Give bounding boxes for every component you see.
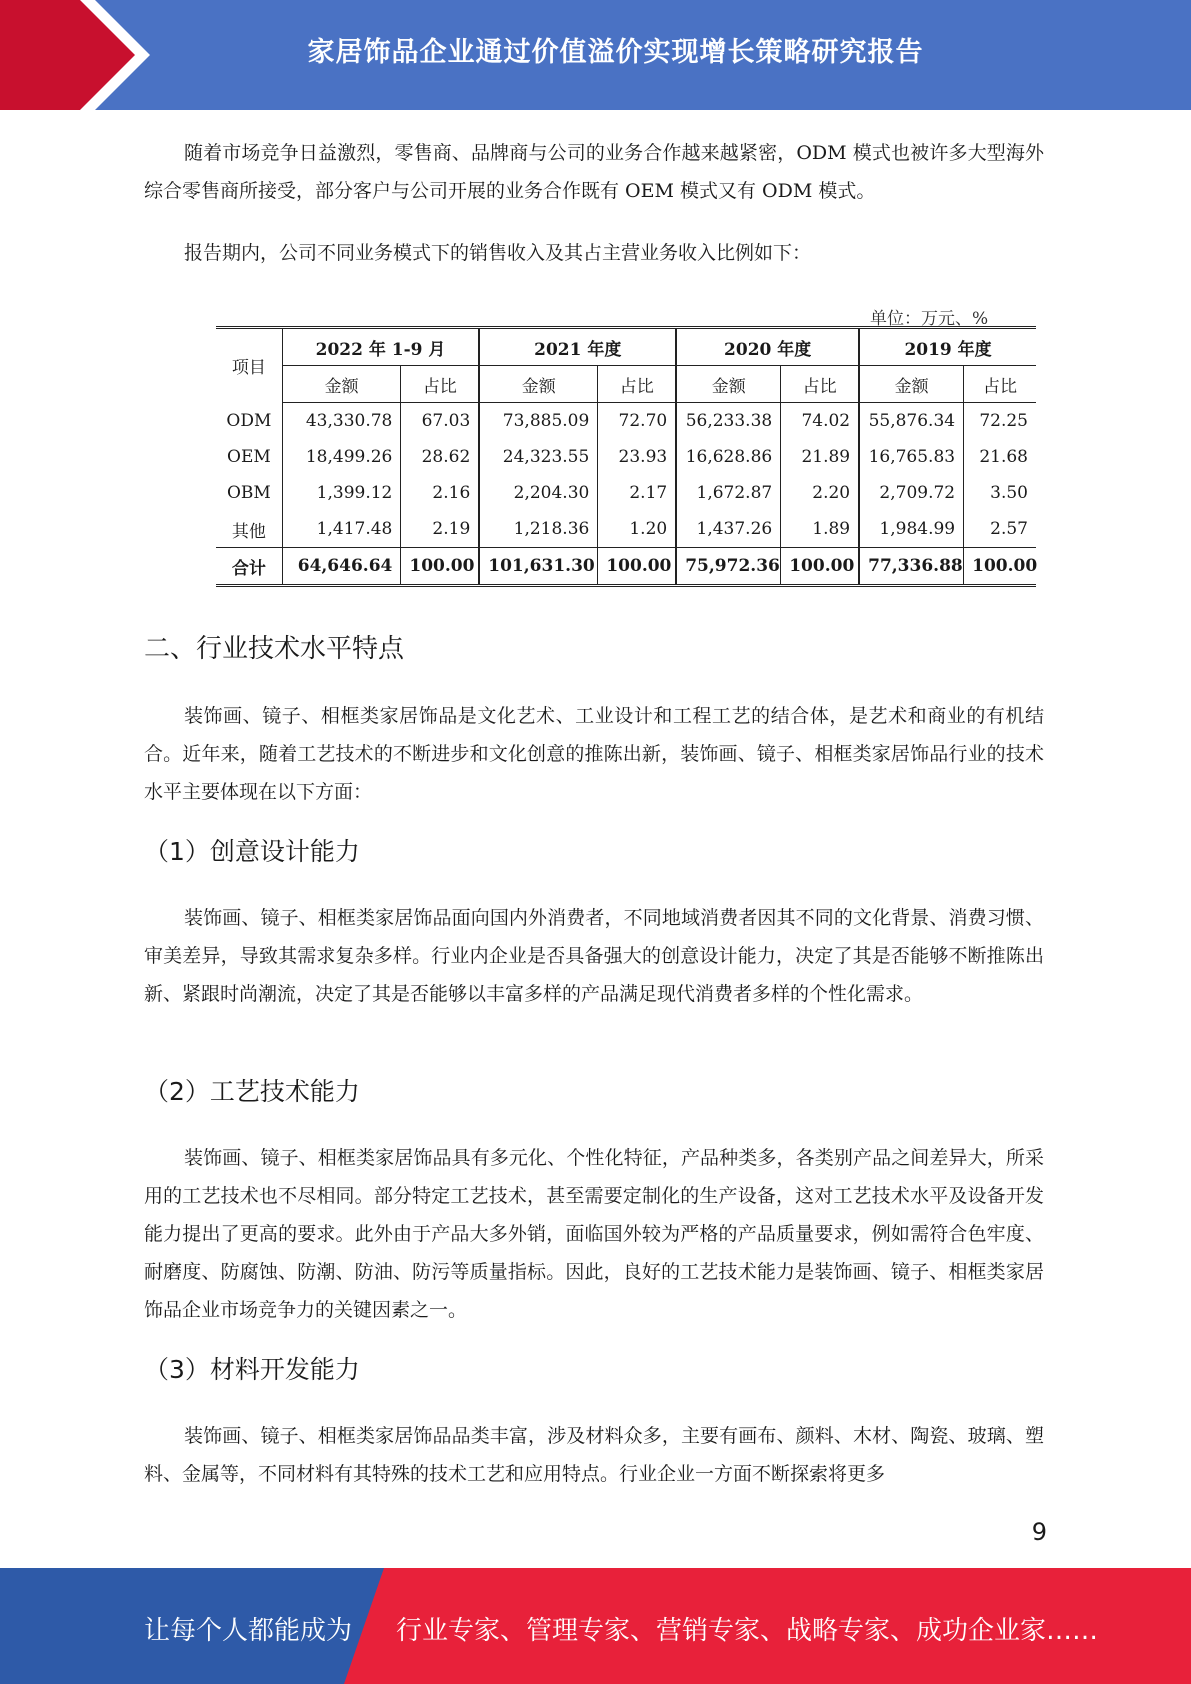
table-sub-header: 金额: [676, 366, 781, 403]
table-cell: 23.93: [598, 439, 676, 475]
footer-slogan-right: 行业专家、管理专家、营销专家、战略专家、成功企业家……: [396, 1616, 1099, 1646]
table-cell: 28.62: [401, 439, 479, 475]
table-cell: 1,437.26: [676, 511, 781, 548]
subsection-heading: （3）材料开发能力: [144, 1355, 360, 1384]
table-cell: 101,631.30: [479, 548, 598, 586]
table-row-label: OBM: [216, 475, 282, 511]
table-year-header: 2022 年 1-9 月: [282, 329, 479, 366]
table-cell: 72.25: [979, 411, 1028, 431]
subsection-paragraph: 装饰画、镜子、相框类家居饰品品类丰富，涉及材料众多，主要有画布、颜料、木材、陶瓷、玻璃、塑料、金属等，不同材料有其特殊的技术工艺和应用特点。行业企业一方面不断探索将更多: [144, 1425, 1044, 1485]
table-cell: 72.70: [598, 403, 676, 440]
table-cell: 16,628.86: [676, 439, 781, 475]
table-cell: 1,672.87: [676, 475, 781, 511]
table-cell: 1,417.48: [282, 511, 401, 548]
table-cell: 55,876.34: [859, 403, 964, 440]
table-cell: 73,885.09: [479, 403, 598, 440]
table-cell: 77,336.88: [859, 548, 964, 586]
table-cell: 2.20: [781, 475, 859, 511]
table-sub-header: 占比: [401, 366, 479, 403]
table-row-label: 合计: [216, 548, 282, 586]
table-cell: 43,330.78: [282, 403, 401, 440]
table-cell: 2,709.72: [859, 475, 964, 511]
table-cell: 1,218.36: [479, 511, 598, 548]
table-cell: 3.50: [990, 483, 1028, 503]
table-cell: 100.00: [781, 548, 859, 586]
revenue-table: [216, 326, 1036, 587]
table-cell: 100.00: [401, 548, 479, 586]
table-cell: 67.03: [401, 403, 479, 440]
table-cell: 75,972.36: [676, 548, 781, 586]
subsection-paragraph: 装饰画、镜子、相框类家居饰品具有多元化、个性化特征，产品种类多，各类别产品之间差异大，所采用的工艺技术也不尽相同。部分特定工艺技术，甚至需要定制化的生产设备，这对工艺技术水平及设备开发能力提出了更高的要求。此外由于产品大多外销，面临国外较为严格的产品质量要求，例如需符合色牢度、耐磨度、防腐蚀、防潮、防油、防污等质量指标。因此，良好的工艺技术能力是装饰画、镜子、相框类家居饰品企业市场竞争力的关键因素之一。: [144, 1147, 1044, 1321]
table-row: [216, 511, 1036, 548]
table-row-label: OEM: [216, 439, 282, 475]
table-sub-header: 金额: [479, 366, 598, 403]
table-cell: 2.57: [990, 519, 1028, 539]
table-sub-header: 占比: [964, 366, 1036, 403]
table-cell: 16,765.83: [859, 439, 964, 475]
intro-paragraph-1: 随着市场竞争日益激烈，零售商、品牌商与公司的业务合作越来越紧密，ODM 模式也被许多大型海外综合零售商所接受，部分客户与公司开展的业务合作既有 OEM 模式又有 ODM 模式。: [144, 142, 1044, 202]
table-year-header: 2019 年度: [859, 329, 1036, 366]
table-row: [216, 403, 1036, 440]
table-cell: 1.89: [781, 511, 859, 548]
page-number: 9: [1031, 1518, 1047, 1546]
page-footer: [0, 1568, 1191, 1684]
table-sub-header: 占比: [781, 366, 859, 403]
table-year-header: 2020 年度: [676, 329, 859, 366]
subsection-heading: （2）工艺技术能力: [144, 1077, 360, 1106]
table-cell: 2,204.30: [479, 475, 598, 511]
table-cell: 1,984.99: [859, 511, 964, 548]
table-cell: 2.16: [401, 475, 479, 511]
table-year-header: 2021 年度: [479, 329, 676, 366]
table-cell: 21.68: [979, 447, 1028, 467]
table-cell: 21.89: [781, 439, 859, 475]
table-cell: 100.00: [964, 548, 1036, 586]
page-header: [0, 0, 1191, 110]
subsection-heading: （1）创意设计能力: [144, 837, 360, 866]
footer-slogan-left: 让每个人都能成为: [144, 1616, 353, 1646]
section-heading: 二、行业技术水平特点: [144, 634, 405, 664]
table-cell: 2.17: [598, 475, 676, 511]
intro-paragraph-2: 报告期内，公司不同业务模式下的销售收入及其占主营业务收入比例如下：: [184, 242, 812, 264]
table-item-header: 项目: [216, 329, 282, 403]
table-cell: 24,323.55: [479, 439, 598, 475]
table-sub-header: 金额: [859, 366, 964, 403]
section-paragraph: 装饰画、镜子、相框类家居饰品是文化艺术、工业设计和工程工艺的结合体，是艺术和商业的有机结合。近年来，随着工艺技术的不断进步和文化创意的推陈出新，装饰画、镜子、相框类家居饰品行业的技术水平主要体现在以下方面：: [144, 705, 1044, 803]
table-cell: 18,499.26: [282, 439, 401, 475]
table-row: [216, 548, 1036, 586]
table-row-label: 其他: [216, 511, 282, 548]
table-row: [216, 475, 1036, 511]
report-title: 家居饰品企业通过价值溢价实现增长策略研究报告: [307, 37, 924, 68]
table-cell: 64,646.64: [282, 548, 401, 586]
table-cell: 1,399.12: [282, 475, 401, 511]
subsection-paragraph: 装饰画、镜子、相框类家居饰品面向国内外消费者，不同地域消费者因其不同的文化背景、消费习惯、审美差异，导致其需求复杂多样。行业内企业是否具备强大的创意设计能力，决定了其是否能够不断推陈出新、紧跟时尚潮流，决定了其是否能够以丰富多样的产品满足现代消费者多样的个性化需求。: [144, 907, 1044, 1005]
table-cell: 2.19: [401, 511, 479, 548]
table-sub-header: 金额: [282, 366, 401, 403]
table-sub-header: 占比: [598, 366, 676, 403]
table-cell: 1.20: [598, 511, 676, 548]
table-row-label: ODM: [216, 403, 282, 440]
table-cell: 56,233.38: [676, 403, 781, 440]
table-cell: 74.02: [781, 403, 859, 440]
table-unit-note: 单位：万元、%: [870, 309, 989, 329]
table-row: [216, 439, 1036, 475]
table-cell: 100.00: [598, 548, 676, 586]
